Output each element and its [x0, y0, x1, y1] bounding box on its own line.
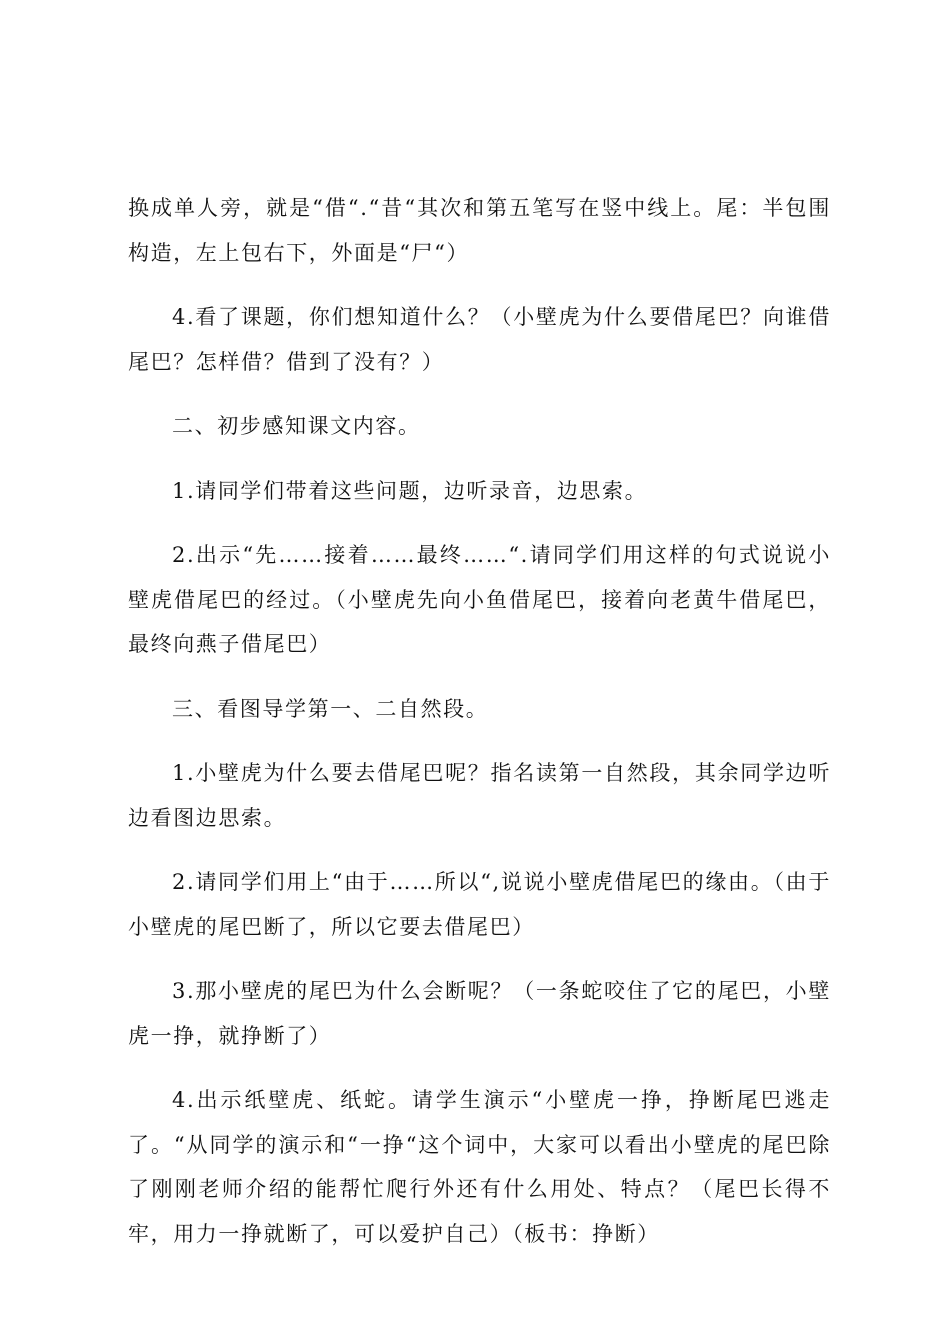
document-body: [128, 186, 831, 1256]
paragraph-section3-step-2: 2.请同学们用上“由于……所以“,说说小壁虎借尾巴的缘由。（由于小壁虎的尾巴断了，所以它要去借尾巴）: [128, 870, 831, 939]
section-heading-3: 三、看图导学第一、二自然段。: [172, 696, 489, 721]
section-heading-2: 二、初步感知课文内容。: [172, 414, 421, 438]
paragraph-step-1: 1.请同学们带着这些问题，边听录音，边思索。: [172, 478, 648, 503]
paragraph-question-4: 4.看了课题，你们想知道什么？（小壁虎为什么要借尾巴？向谁借尾巴？怎样借？借到了没有？）: [128, 305, 831, 374]
paragraph-section3-step-4: 4.出示纸壁虎、纸蛇。请学生演示“小壁虎一挣，挣断尾巴逃走了。“从同学的演示和“一挣“这个词中，大家可以看出小壁虎的尾巴除了刚刚老师介绍的能帮忙爬行外还有什么用处、特点？（尾巴长得不牢，用力一挣就断了，可以爱护自己）（板书：挣断）: [128, 1088, 831, 1246]
paragraph-step-2: 2.出示“先……接着……最终……“.请同学们用这样的句式说说小壁虎借尾巴的经过。（小壁虎先向小鱼借尾巴，接着向老黄牛借尾巴，最终向燕子借尾巴）: [128, 543, 831, 656]
paragraph-section3-step-3: 3.那小壁虎的尾巴为什么会断呢？（一条蛇咬住了它的尾巴，小壁虎一挣，就挣断了）: [128, 979, 831, 1048]
paragraph-continuation: 换成单人旁，就是“借“.“昔“其次和第五笔写在竖中线上。尾：半包围构造，左上包右下，外面是“尸“）: [128, 196, 831, 265]
paragraph-section3-step-1: 1.小壁虎为什么要去借尾巴呢？指名读第一自然段，其余同学边听边看图边思索。: [128, 761, 831, 830]
